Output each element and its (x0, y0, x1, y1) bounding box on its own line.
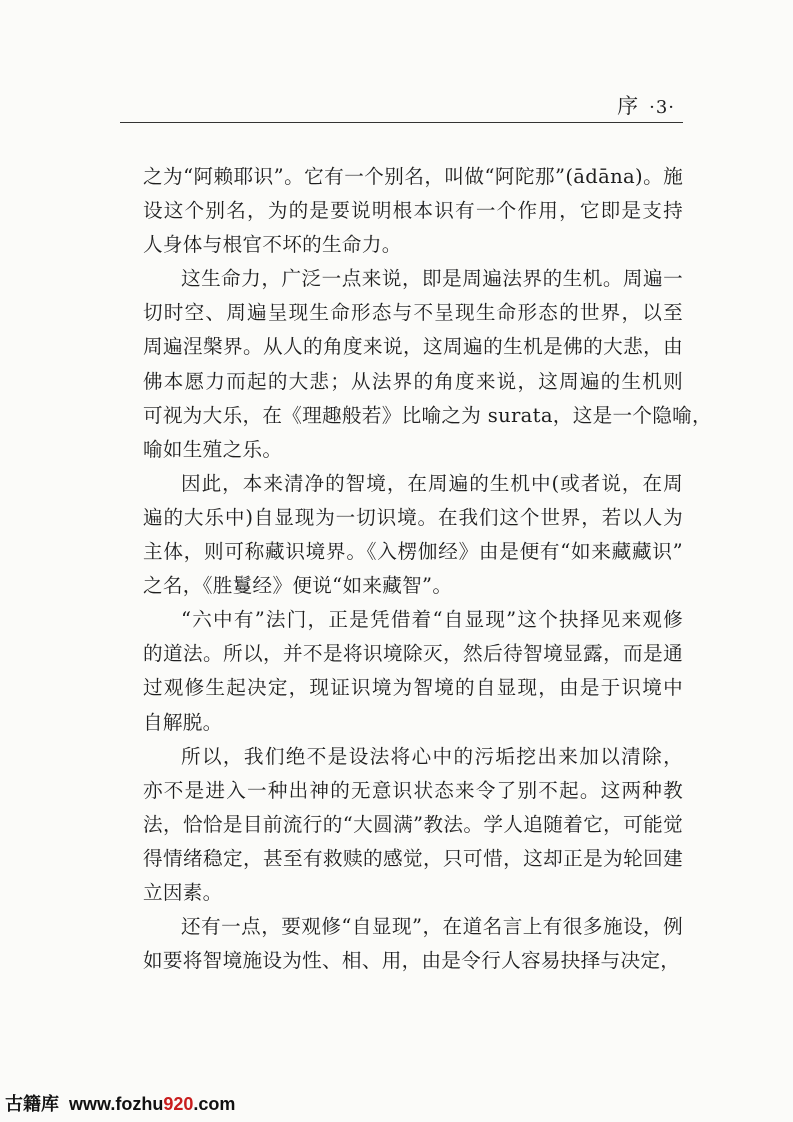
text-line: 主体，则可称藏识境界。《入楞伽经》由是便有“如来藏藏识” (143, 540, 683, 564)
text-line: 亦不是进入一种出神的无意识状态来令了别不起。这两种教 (143, 778, 683, 802)
text-line: 遍的大乐中)自显现为一切识境。在我们这个世界，若以人为 (143, 505, 683, 529)
paragraph (143, 160, 683, 262)
text-line: 喻如生殖之乐。 (143, 437, 283, 461)
watermark-footer (5, 1090, 235, 1116)
text-line: 佛本愿力而起的大悲；从法界的角度来说，这周遍的生机则 (143, 369, 683, 393)
text-line: 所以，我们绝不是设法将心中的污垢挖出来加以清除， (181, 744, 683, 768)
header-text (617, 90, 675, 120)
text-line: 的道法。所以，并不是将识境除灭，然后待智境显露，而是通 (143, 642, 683, 666)
text-line: 法，恰恰是目前流行的“大圆满”教法。学人追随着它，可能觉 (143, 812, 683, 836)
text-line: 立因素。 (143, 880, 223, 904)
body-text (143, 160, 712, 978)
text-line: 人身体与根官不坏的生命力。 (143, 233, 402, 257)
text-line: 如要将智境施设为性、相、用，由是令行人容易抉择与决定， (143, 949, 681, 973)
chapter-title: 序 (617, 94, 640, 118)
text-line: 设这个别名，为的是要说明根本识有一个作用，它即是支持 (143, 199, 683, 223)
text-line: 切时空、周遍呈现生命形态与不呈现生命形态的世界，以至 (143, 301, 683, 325)
paragraph (143, 740, 683, 910)
text-line: 自解脱。 (143, 710, 223, 734)
text-line: “六中有”法门，正是凭借着“自显现”这个抉择见来观修 (181, 608, 683, 632)
paragraph (143, 262, 712, 467)
footer-site-link[interactable]: www.fozhu920.com (69, 1094, 236, 1114)
paragraph (143, 467, 683, 603)
page-number: ·3· (649, 97, 675, 118)
text-line: 这生命力，广泛一点来说，即是周遍法界的生机。周遍一 (181, 267, 683, 291)
paragraph (143, 910, 683, 978)
paragraph (143, 603, 683, 739)
text-line: 还有一点，要观修“自显现”，在道名言上有很多施设，例 (181, 915, 683, 939)
text-line: 之为“阿赖耶识”。它有一个别名，叫做“阿陀那”(ādāna)。施 (143, 165, 683, 188)
footer-label: 古籍库 (5, 1094, 59, 1114)
text-line: 周遍涅槃界。从人的角度来说，这周遍的生机是佛的大悲，由 (143, 335, 683, 359)
text-line: 可视为大乐，在《理趣般若》比喻之为 surata，这是一个隐喻， (143, 403, 712, 427)
text-line: 过观修生起决定，现证识境为智境的自显现，由是于识境中 (143, 676, 683, 700)
text-line: 得情绪稳定，甚至有救赎的感觉，只可惜，这却正是为轮回建 (143, 846, 683, 870)
text-line: 因此，本来清净的智境，在周遍的生机中(或者说，在周 (181, 471, 683, 495)
running-header (120, 92, 683, 123)
text-line: 之名，《胜鬘经》便说“如来藏智”。 (143, 574, 453, 598)
